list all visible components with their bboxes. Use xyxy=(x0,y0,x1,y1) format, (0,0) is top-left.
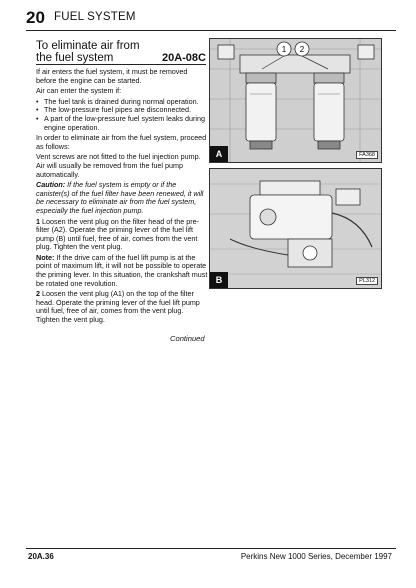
section-divider xyxy=(36,64,206,65)
procedure-intro: In order to eliminate air from the fuel system, proceed as follows: xyxy=(36,133,207,151)
chapter-number: 20 xyxy=(26,8,45,27)
callout-1: 1 xyxy=(281,45,287,54)
caution-label: Caution: xyxy=(36,180,66,190)
note-label: Note: xyxy=(36,252,55,262)
step-1 xyxy=(36,218,208,252)
intro-paragraph: If air enters the fuel system, it must be removed before the engine can be started. xyxy=(36,67,188,85)
step-text: Loosen the vent plug (A1) on the top of the filter head. Operate the priming lever of the fuel lift pump until fuel, free of air, comes from the vent plug. Tighten the vent plug. xyxy=(36,289,200,325)
figure-label: A xyxy=(210,146,228,162)
step-number: 2 xyxy=(36,289,40,299)
note-paragraph xyxy=(36,254,208,288)
page-number: 20A.36 xyxy=(28,552,54,561)
vent-info: Vent screws are not fitted to the fuel injection pump. Air will usually be removed from the fuel pump automatically. xyxy=(36,152,201,179)
figure-code: FA368 xyxy=(356,151,378,159)
figure-label: B xyxy=(210,272,228,288)
list-item: • The fuel tank is drained during normal operation. xyxy=(36,96,199,106)
list-item: • The low-pressure fuel pipes are disconnected. xyxy=(36,105,192,115)
figure-a-fuel-filters xyxy=(209,38,382,163)
list-item: • A part of the low-pressure fuel system leaks during engine operation. xyxy=(36,113,205,132)
body-text xyxy=(36,68,208,327)
publication-info: Perkins New 1000 Series, December 1997 xyxy=(240,552,392,561)
continued-label: Continued xyxy=(170,334,205,343)
figure-code: PL312 xyxy=(356,277,378,285)
section-heading xyxy=(36,40,206,64)
section-code: 20A-08C xyxy=(161,52,206,64)
note-text: If the drive cam of the fuel lift pump is at the point of maximum lift, it will not be possible to operate the priming lever. In this situation, the crankshaft must be rotated one revolution. xyxy=(36,252,208,288)
callout-2: 2 xyxy=(299,45,305,54)
list-intro: Air can enter the system if: xyxy=(36,86,122,96)
figure-b-lift-pump xyxy=(209,168,382,289)
step-2 xyxy=(36,290,208,324)
section-title: To eliminate air from the fuel system xyxy=(36,40,140,64)
step-number: 1 xyxy=(36,216,40,226)
page-header xyxy=(26,6,396,31)
step-text: Loosen the vent plug on the filter head of the pre-filter (A2). Operate the priming lever of the fuel lift pump (B) until fuel, free of air, comes from the vent plug. Tighten the vent plug. xyxy=(36,216,200,252)
caution-text: If the fuel system is empty or if the canister(s) of the fuel filter have been renewed, it will be necessary to eliminate air from the fuel system, especially the fuel injection pump. xyxy=(36,180,204,215)
fuel-filter-illustration xyxy=(210,39,381,162)
lift-pump-illustration xyxy=(210,169,381,288)
caution-paragraph xyxy=(36,181,208,215)
footer-divider xyxy=(26,548,396,549)
chapter-title: FUEL SYSTEM xyxy=(54,11,136,23)
